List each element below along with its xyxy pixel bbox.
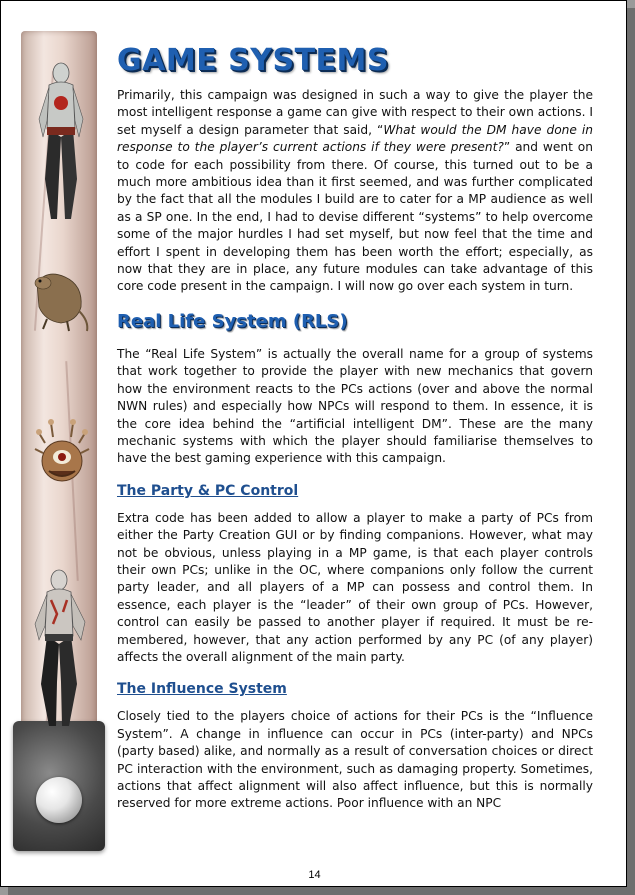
intro-paragraph: Primarily, this campaign was designed in such a way to give the player the most intelligent response a game can give with respect to their own actions. I set myself a design parameter that said, “What would the DM have done in response to the player’s current actions if they were present?” and went on to code for each possibility from there. Of course, this turned out to be a much more ambitious idea than it first seemed, and was further complicated by the fact that all the modules I build are to cater for a MP audience as well as a SP one. In the end, I had to devise different “systems” to help overcome some of the major hurdles I had set myself, but now feel that the time and effort I spent in developing them has been worth the effort; especially, as now that they are in place, any future modules can take advantage of this core code present in the campaign. I will now go over each system in turn.: [117, 88, 593, 294]
influence-paragraph: Closely tied to the players choice of actions for their PCs is the “Influence System”. A change in influence can occur in PCs (inter-party) and NPCs (party based) alike, and normally as a result of conversation choices or direct PC interaction with the environment, such as damaging property. Sometimes, actions that affect alignment will also affect influence, but this is normally reserved for more extreme actions. Poor influence with an NPC: [117, 709, 593, 811]
section-heading-rls: Real Life System (RLS): [117, 310, 348, 332]
crystal-orb-icon: [36, 777, 82, 823]
subsection-heading-influence: The Influence System: [117, 681, 287, 698]
page-title: GAME SYSTEMS: [117, 43, 389, 78]
page-shadow-right: [627, 8, 635, 895]
page-number: 14: [308, 869, 321, 881]
subsection-heading-party-control: The Party & PC Control: [117, 482, 299, 499]
beholder-creature-icon: [31, 419, 93, 499]
rat-creature-icon: [27, 263, 93, 333]
page-shadow-bottom: [8, 887, 635, 895]
undead-figure-icon: [31, 59, 91, 229]
content-column: [117, 41, 593, 819]
rls-paragraph: The “Real Life System” is actually the overall name for a group of systems that work together to provide the player with new mechanics that govern how the environment reacts to the PCs actions (over and above the normal NWN rules) and especially how NPCs will respond to them. In essence, it is the core idea behind the “artificial intelligent DM”. These are the many mechanic systems with which the player should familiarise themselves to have the best gaming experience with this campaign.: [117, 346, 593, 466]
ghoul-figure-icon: [29, 566, 93, 736]
party-control-paragraph: Extra code has been added to allow a player to make a party of PCs from either the Party Creation GUI or by finding companions. However, what may not be obvious, unless playing in a MP game, is that each player controls their own PCs; unlike in the OC, where companions only follow the current party leader, and all players of a MP can possess and control them. In essence, each player is the “leader” of their own group of PCs. However, control can easily be passed to another player if required. It must be re-membered, however, that any action performed by any PC (of any player) affects the overall alignment of the main party.: [117, 510, 593, 664]
intro-quote: What would the DM have done in response to the player’s current actions if they were present?: [117, 122, 593, 155]
